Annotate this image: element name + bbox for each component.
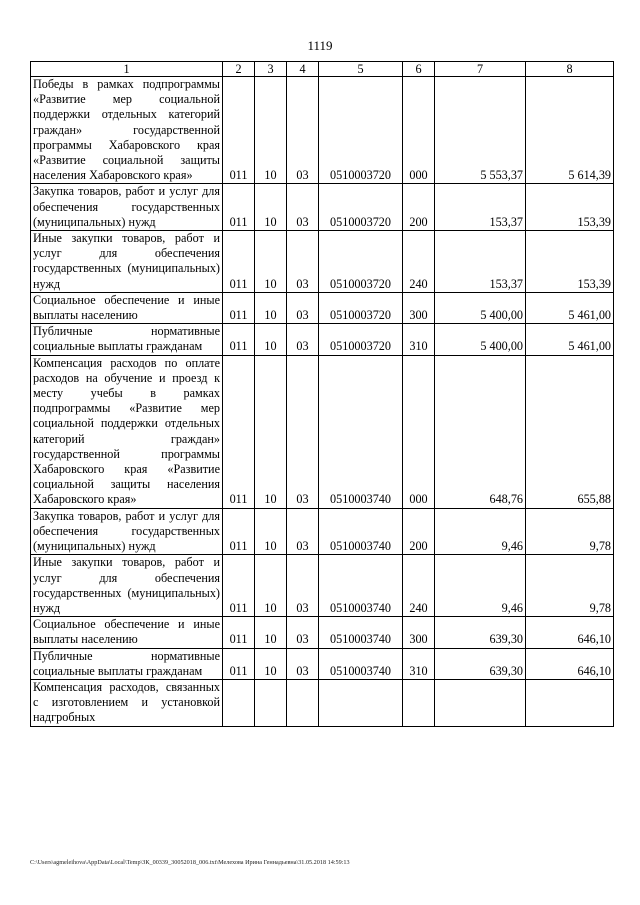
row-name: Социальное обеспечение и иные выплаты населению [31,617,223,648]
cell-subsection: 03 [287,324,319,355]
cell-section [255,679,287,726]
cell-amount-2: 646,10 [526,617,614,648]
cell-section: 10 [255,324,287,355]
cell-section: 10 [255,617,287,648]
cell-type: 240 [403,555,435,617]
cell-amount-1: 9,46 [435,555,526,617]
cell-ministry: 011 [223,648,255,679]
column-header: 2 [223,62,255,77]
table-row [31,184,614,231]
row-name: Компенсация расходов по оплате расходов на обучение и проезд к месту учебы в рамках подпрограммы «Развитие мер социальной поддержки отдельных категорий граждан» государственной программы Хабаровского края «Развитие социальной защиты населения Хабаровского края» [31,355,223,508]
cell-target: 0510003720 [319,231,403,293]
row-name: Публичные нормативные социальные выплаты гражданам [31,324,223,355]
cell-type: 000 [403,77,435,184]
cell-subsection: 03 [287,184,319,231]
table-row [31,324,614,355]
cell-section: 10 [255,231,287,293]
cell-subsection: 03 [287,617,319,648]
cell-subsection: 03 [287,77,319,184]
row-name: Компенсация расходов, связанных с изготовлением и установкой надгробных [31,679,223,726]
cell-section: 10 [255,648,287,679]
cell-type: 300 [403,292,435,323]
row-name: Иные закупки товаров, работ и услуг для обеспечения государственных (муниципальных) нужд [31,555,223,617]
cell-amount-2: 5 614,39 [526,77,614,184]
cell-amount-1: 5 400,00 [435,292,526,323]
cell-amount-1: 5 553,37 [435,77,526,184]
column-header: 7 [435,62,526,77]
cell-amount-1: 153,37 [435,231,526,293]
budget-table [30,61,614,727]
cell-ministry [223,679,255,726]
cell-type: 300 [403,617,435,648]
column-header: 5 [319,62,403,77]
cell-subsection: 03 [287,555,319,617]
cell-ministry: 011 [223,508,255,555]
cell-subsection: 03 [287,508,319,555]
cell-target [319,679,403,726]
cell-target: 0510003720 [319,77,403,184]
cell-ministry: 011 [223,292,255,323]
cell-ministry: 011 [223,355,255,508]
row-name: Победы в рамках подпрограммы «Развитие мер социальной поддержки отдельных категорий граждан» государственной программы Хабаровского края «Развитие социальной защиты населения Хабаровского края» [31,77,223,184]
cell-section: 10 [255,292,287,323]
cell-amount-2: 153,39 [526,231,614,293]
cell-type: 200 [403,508,435,555]
cell-amount-2: 153,39 [526,184,614,231]
cell-amount-1: 153,37 [435,184,526,231]
cell-amount-1: 639,30 [435,648,526,679]
cell-subsection: 03 [287,231,319,293]
row-name: Иные закупки товаров, работ и услуг для обеспечения государственных (муниципальных) нужд [31,231,223,293]
table-row [31,648,614,679]
table-row [31,679,614,726]
column-header: 4 [287,62,319,77]
row-name: Публичные нормативные социальные выплаты гражданам [31,648,223,679]
cell-subsection: 03 [287,355,319,508]
cell-amount-1: 639,30 [435,617,526,648]
cell-ministry: 011 [223,77,255,184]
row-name: Закупка товаров, работ и услуг для обеспечения государственных (муниципальных) нужд [31,184,223,231]
cell-type [403,679,435,726]
cell-target: 0510003740 [319,648,403,679]
cell-amount-2: 9,78 [526,508,614,555]
cell-ministry: 011 [223,231,255,293]
cell-type: 200 [403,184,435,231]
cell-type: 310 [403,324,435,355]
cell-section: 10 [255,77,287,184]
cell-amount-1: 5 400,00 [435,324,526,355]
cell-ministry: 011 [223,617,255,648]
cell-target: 0510003740 [319,555,403,617]
cell-amount-2: 655,88 [526,355,614,508]
cell-subsection: 03 [287,292,319,323]
table-header-row [31,62,614,77]
cell-section: 10 [255,355,287,508]
cell-ministry: 011 [223,555,255,617]
cell-section: 10 [255,555,287,617]
cell-amount-2: 646,10 [526,648,614,679]
table-row [31,355,614,508]
cell-type: 310 [403,648,435,679]
cell-amount-1: 648,76 [435,355,526,508]
cell-amount-1 [435,679,526,726]
table-row [31,231,614,293]
cell-target: 0510003720 [319,292,403,323]
cell-type: 240 [403,231,435,293]
cell-target: 0510003740 [319,355,403,508]
cell-type: 000 [403,355,435,508]
cell-subsection: 03 [287,648,319,679]
cell-section: 10 [255,184,287,231]
cell-target: 0510003720 [319,324,403,355]
cell-amount-1: 9,46 [435,508,526,555]
cell-amount-2: 5 461,00 [526,292,614,323]
row-name: Закупка товаров, работ и услуг для обеспечения государственных (муниципальных) нужд [31,508,223,555]
column-header: 8 [526,62,614,77]
cell-target: 0510003740 [319,508,403,555]
row-name: Социальное обеспечение и иные выплаты населению [31,292,223,323]
column-header: 1 [31,62,223,77]
cell-subsection [287,679,319,726]
cell-amount-2: 9,78 [526,555,614,617]
cell-amount-2: 5 461,00 [526,324,614,355]
file-path-footer: C:\Users\agmeleihova\AppData\Local\Temp\ЗК_00339_30052018_006.txt\Мелехова Ирина Геннадьевна\31.05.2018 14:59:13 [30,859,350,866]
cell-ministry: 011 [223,184,255,231]
column-header: 6 [403,62,435,77]
table-row [31,508,614,555]
cell-section: 10 [255,508,287,555]
table-row [31,292,614,323]
table-row [31,77,614,184]
table-row [31,555,614,617]
cell-amount-2 [526,679,614,726]
page-number: 1119 [307,38,333,53]
table-row [31,617,614,648]
column-header: 3 [255,62,287,77]
cell-ministry: 011 [223,324,255,355]
cell-target: 0510003740 [319,617,403,648]
cell-target: 0510003720 [319,184,403,231]
